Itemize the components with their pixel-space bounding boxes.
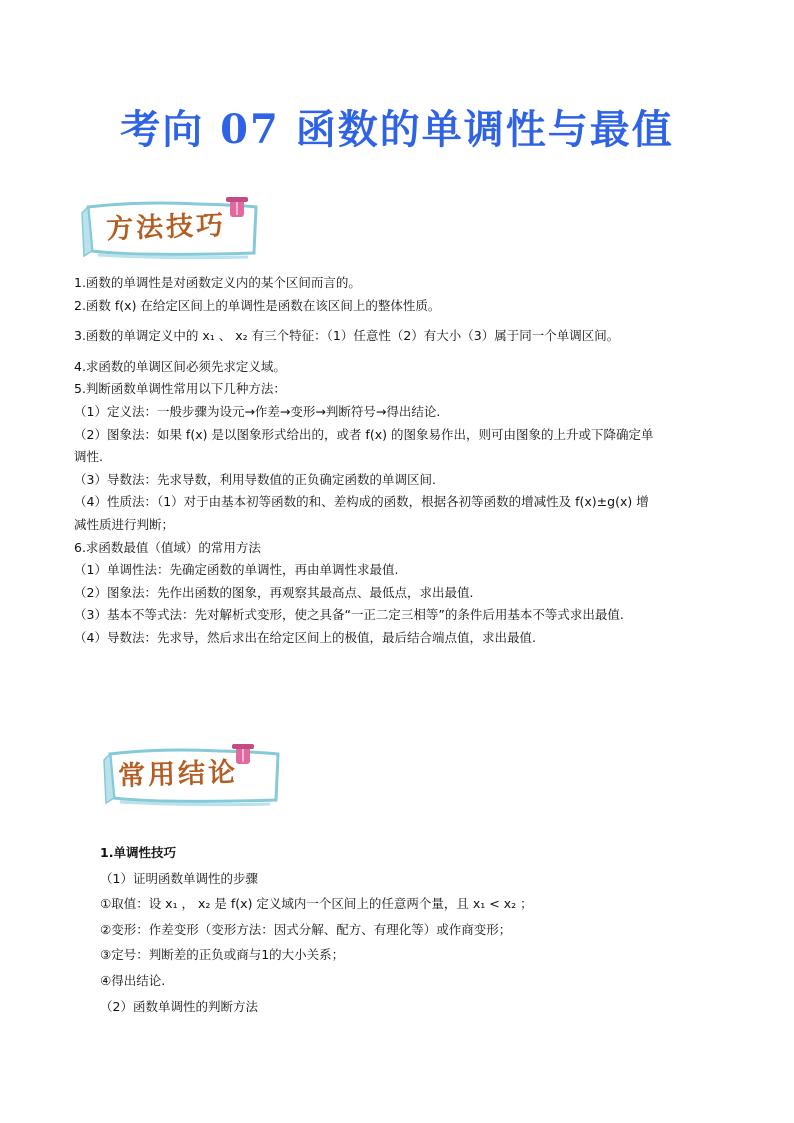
method-line-7: （2）图象法：如果 f(x) 是以图象形式给出的，或者 f(x) 的图象易作出，则可由图象的上升或下降确定单: [74, 426, 654, 442]
method-line-4: 4.求函数的单调区间必须先求定义域。: [74, 358, 286, 374]
method-line-12: 6.求函数最值（值域）的常用方法: [74, 539, 261, 555]
conclusion-line-5: ③定号：判断差的正负或商与1的大小关系；: [100, 947, 345, 963]
method-line-15: （3）基本不等式法：先对解析式变形，使之具备“一正二定三相等”的条件后用基本不等式求出最值.: [74, 607, 624, 623]
method-line-9: （3）导数法：先求导数，利用导数值的正负确定函数的单调区间.: [74, 471, 436, 487]
conclusion-line-7: （2）函数单调性的判断方法: [100, 998, 258, 1014]
page-title: 考向 07 函数的单调性与最值: [120, 106, 674, 153]
conclusion-line-2: （1）证明函数单调性的步骤: [100, 870, 258, 886]
conclusions-section: [100, 842, 760, 1018]
method-line-8: 调性.: [74, 449, 103, 465]
method-line-2: 2.函数 f(x) 在给定区间上的单调性是函数在该区间上的整体性质。: [74, 297, 441, 313]
method-line-10: （4）性质法：（1）对于由基本初等函数的和、差构成的函数，根据各初等函数的增减性及 f(x)±g(x) 增: [74, 494, 649, 510]
method-line-14: （2）图象法：先作出函数的图象，再观察其最高点、最低点，求出最值.: [74, 584, 474, 600]
methods-badge: [78, 193, 260, 253]
methods-badge-label: 方法技巧: [105, 209, 227, 246]
method-line-1: 1.函数的单调性是对函数定义内的某个区间而言的。: [74, 275, 361, 290]
conclusion-line-3: ①取值：设 x₁ ， x₂ 是 f(x) 定义域内一个区间上的任意两个量，且 x₁ < x₂ ；: [100, 896, 533, 912]
method-line-3: 3.函数的单调定义中的 x₁ 、 x₂ 有三个特征：（1）任意性（2）有大小（3）属于同一个单调区间。: [74, 328, 620, 344]
method-line-11: 减性质进行判断；: [74, 516, 175, 532]
method-line-13: （1）单调性法：先确定函数的单调性，再由单调性求最值.: [74, 562, 399, 578]
conclusion-line-1: 1.单调性技巧: [100, 845, 176, 860]
methods-section: [74, 272, 734, 650]
conclusion-line-4: ②变形：作差变形（变形方法：因式分解、配方、有理化等）或作商变形；: [100, 921, 512, 937]
conclusions-badge: [100, 740, 282, 800]
conclusion-line-6: ④得出结论.: [100, 972, 166, 988]
conclusions-badge-label: 常用结论: [117, 756, 239, 793]
method-line-6: （1）定义法：一般步骤为设元→作差→变形→判断符号→得出结论.: [74, 403, 441, 419]
method-line-16: （4）导数法：先求导，然后求出在给定区间上的极值，最后结合端点值，求出最值.: [74, 629, 536, 645]
method-line-5: 5.判断函数单调性常用以下几种方法：: [74, 381, 286, 397]
